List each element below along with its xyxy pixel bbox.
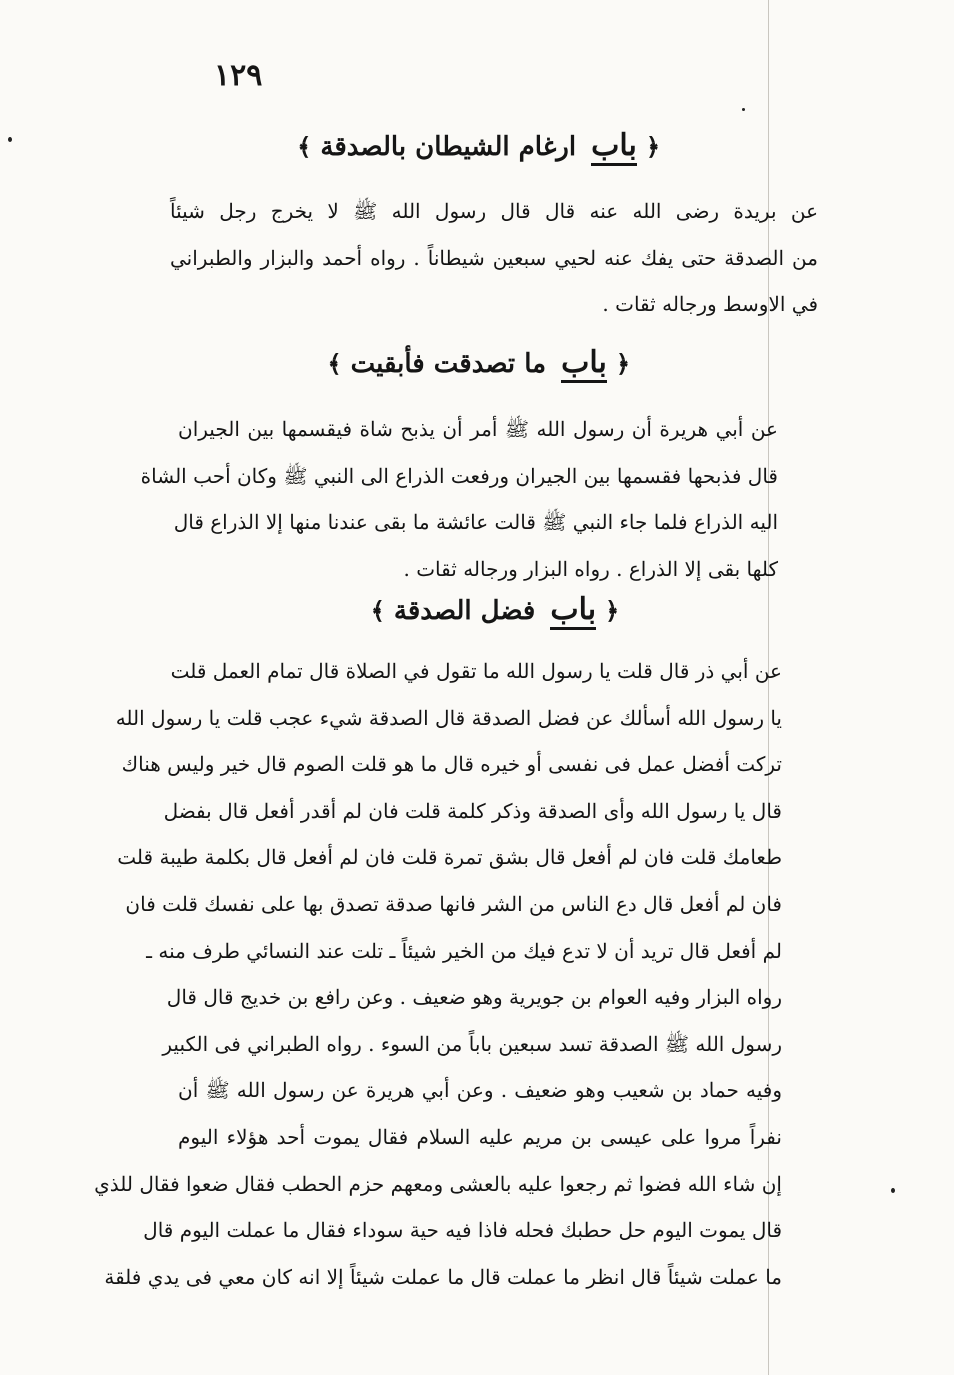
heading-open-bracket: ﴿ bbox=[615, 349, 630, 378]
text-line: عن بريدة رضى الله عنه قال قال رسول الله ﷺ لا يخرج رجل شيئاً bbox=[170, 199, 818, 223]
text-line: ما عملت شيئاً قال انظر ما عملت قال ما عملت شيئاً إلا انه كان معي فى يدي فلقة bbox=[104, 1264, 782, 1289]
heading-bab-label: باب bbox=[561, 345, 607, 383]
text-line: عن أبي ذر قال قلت يا رسول الله ما تقول في الصلاة قال تمام العمل قلت bbox=[170, 659, 782, 683]
heading-title: ارغام الشيطان بالصدقة bbox=[320, 132, 577, 162]
heading-title: فضل الصدقة bbox=[393, 596, 536, 626]
section-heading-3 bbox=[370, 592, 620, 627]
text-line: كلها بقى إلا الذراع . رواه البزار ورجاله ثقات . bbox=[403, 556, 778, 581]
text-line: في الاوسط ورجاله ثقات . bbox=[602, 292, 818, 316]
text-line: إن شاء الله فضوا ثم رجعوا عليه بالعشى ومعهم حزم الحطب فقال ضعوا فقال للذي bbox=[94, 1171, 782, 1196]
text-line: يا رسول الله أسألك عن فضل الصدقة قال الصدقة شيء عجب قلت يا رسول الله bbox=[115, 705, 782, 730]
text-line: لم أفعل قال تريد أن لا تدع فيك من الخير شيئاً ـ تلت عند النسائي طرف منه ـ bbox=[146, 938, 782, 963]
section-heading-1 bbox=[297, 128, 660, 163]
text-line: قال يا رسول الله وأى الصدقة وذكر كلمة قلت فان لم أقدر أفعل قال بفضل bbox=[163, 798, 782, 823]
text-line: وفيه حماد بن شعيب وهو ضعيف . وعن أبي هريرة عن رسول الله ﷺ أن bbox=[178, 1078, 782, 1103]
heading-title: ما تصدقت فأبقيت bbox=[350, 349, 547, 379]
section-paragraph-1 bbox=[170, 188, 818, 328]
text-line: نفراً مروا على عيسى بن مريم عليه السلام فقال يموت أحد هؤلاء اليوم bbox=[178, 1124, 782, 1149]
heading-close-bracket: ﴾ bbox=[370, 596, 385, 625]
section-heading-2 bbox=[327, 345, 630, 380]
section-paragraph-3 bbox=[94, 648, 782, 1300]
scan-speck bbox=[891, 1188, 895, 1193]
text-line: من الصدقة حتى يفك عنه لحيي سبعين شيطاناً . رواه أحمد والبزار والطبراني bbox=[170, 245, 818, 270]
text-line: قال يموت اليوم حل حطبك فحله فاذا فيه حية سوداء فقال ما عملت اليوم قال bbox=[143, 1218, 782, 1243]
text-line: اليه الذراع فلما جاء النبي ﷺ قالت عائشة ما بقى عندنا منها إلا الذراع قال bbox=[173, 510, 778, 534]
text-line: رسول الله ﷺ الصدقة تسد سبعين باباً من السوء . رواه الطبراني فى الكبير bbox=[162, 1031, 782, 1056]
text-line: تركت أفضل عمل فى نفسى أو خيره قال ما هو قلت الصوم قال خير وليس هناك bbox=[121, 752, 782, 777]
text-line: رواه البزار وفيه العوام بن جويرية وهو ضعيف . وعن رافع بن خديج قال قال bbox=[166, 985, 782, 1010]
text-line: عن أبي هريرة أن رسول الله ﷺ أمر أن يذبح شاة فيقسمها بين الجيران bbox=[178, 417, 778, 441]
text-line: قال فذبحها فقسمها بين الجيران ورفعت الذراع الى النبي ﷺ وكان أحب الشاة bbox=[140, 463, 778, 488]
heading-close-bracket: ﴾ bbox=[327, 349, 342, 378]
heading-open-bracket: ﴿ bbox=[645, 132, 660, 161]
text-line: طعامك قلت فان لم أفعل قال بشق تمرة قلت فان لم أفعل قال بكلمة طيبة قلت bbox=[117, 845, 782, 870]
section-paragraph-2 bbox=[140, 406, 778, 592]
heading-close-bracket: ﴾ bbox=[297, 132, 312, 161]
scan-speck bbox=[742, 108, 745, 111]
page-number: ١٢٩ bbox=[214, 58, 263, 93]
heading-open-bracket: ﴿ bbox=[605, 596, 620, 625]
text-line: فان لم أفعل قال دع الناس من الشر فانها صدقة تصدق بها على نفسك قلت فان bbox=[125, 891, 782, 916]
heading-bab-label: باب bbox=[550, 592, 596, 630]
scan-speck bbox=[8, 137, 12, 142]
heading-bab-label: باب bbox=[591, 128, 637, 166]
